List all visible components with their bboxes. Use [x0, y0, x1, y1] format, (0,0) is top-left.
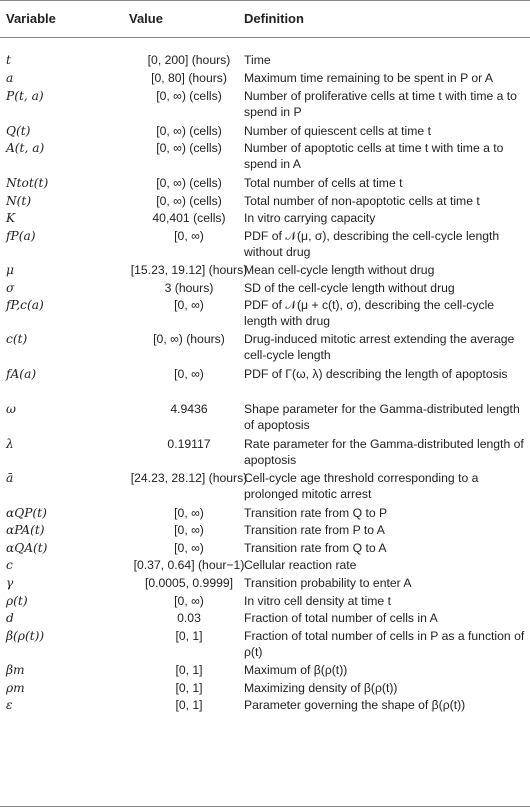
definition-cell: Cellular reaction rate	[244, 558, 357, 572]
value-cell: [0, ∞)	[174, 523, 204, 537]
value-cell: [24.23, 28.12] (hours)	[130, 471, 248, 485]
value-cell: [0, ∞) (cells)	[156, 89, 222, 103]
variable-cell: ω	[6, 402, 16, 416]
value-cell: [0, ∞) (hours)	[153, 332, 225, 346]
value-cell: [0, 1]	[175, 663, 203, 677]
value-cell: [0, 80] (hours)	[151, 71, 227, 85]
definition-cell: Total number of cells at time t	[244, 176, 403, 190]
value-cell: [0, ∞)	[174, 367, 204, 381]
value-cell: [0, 1]	[175, 698, 203, 712]
definition-cell: Drug-induced mitotic arrest extending the average cell-cycle length	[244, 332, 515, 362]
definition-cell: Parameter governing the shape of β(ρ(t))	[244, 698, 466, 712]
value-cell: [0, 1]	[175, 629, 203, 643]
value-cell: [0, ∞)	[174, 506, 204, 520]
variable-cell: t	[6, 53, 11, 67]
value-cell: [15.23, 19.12] (hours)	[130, 263, 248, 277]
value-cell: [0, ∞)	[174, 298, 204, 312]
definition-cell: Number of quiescent cells at time t	[244, 124, 431, 138]
variable-cell: λ	[6, 437, 14, 451]
header-definition: Definition	[244, 11, 304, 26]
value-cell: [0, ∞) (cells)	[156, 176, 222, 190]
variable-cell: a	[6, 71, 14, 85]
value-cell: [0.37, 0.64] (hour−1)	[133, 558, 245, 572]
definition-cell: PDF of 𝒩(μ + c(t), σ), describing the cell-cycle length with drug	[244, 298, 495, 328]
variable-cell: ρ(t)	[6, 594, 28, 608]
definition-cell: In vitro cell density at time t	[244, 594, 391, 608]
variable-cell: Q(t)	[6, 124, 31, 138]
definition-cell: In vitro carrying capacity	[244, 211, 376, 225]
variable-cell: fA(a)	[6, 367, 37, 381]
variable-cell: βm	[6, 663, 25, 677]
variable-cell: fP,c(a)	[6, 298, 44, 312]
definition-cell: Transition probability to enter A	[244, 576, 412, 590]
variable-cell: ε	[6, 698, 13, 712]
definition-cell: PDF of 𝒩(μ, σ), describing the cell-cycle length without drug	[244, 229, 500, 259]
definition-cell: Maximum time remaining to be spent in P or A	[244, 71, 494, 85]
variable-cell: αQA(t)	[6, 541, 48, 555]
variable-cell: d	[6, 611, 14, 625]
definition-cell: Cell-cycle age threshold corresponding to a prolonged mitotic arrest	[244, 471, 479, 501]
definition-cell: Maximizing density of β(ρ(t))	[244, 681, 398, 695]
definition-cell: Fraction of total number of cells in A	[244, 611, 438, 625]
value-cell: [0, 1]	[175, 681, 203, 695]
definition-cell: Total number of non-apoptotic cells at time t	[244, 194, 480, 208]
definition-cell: Mean cell-cycle length without drug	[244, 263, 435, 277]
header-variable: Variable	[6, 11, 56, 26]
definition-cell: Transition rate from Q to A	[244, 541, 387, 555]
value-cell: [0, ∞)	[174, 229, 204, 243]
value-cell: 40,401 (cells)	[152, 211, 226, 225]
variable-cell: γ	[6, 576, 14, 590]
value-cell: [0, 200] (hours)	[147, 53, 231, 67]
top-rule	[0, 0, 530, 1]
variable-cell: c	[6, 558, 13, 572]
variable-cell: σ	[6, 281, 15, 295]
variable-cell: αPA(t)	[6, 523, 45, 537]
definition-cell: Transition rate from P to A	[244, 523, 385, 537]
definition-cell: Transition rate from Q to P	[244, 506, 388, 520]
variable-cell: ρm	[6, 681, 25, 695]
header-value: Value	[129, 11, 163, 26]
definition-cell: Rate parameter for the Gamma-distributed length of apoptosis	[244, 437, 524, 467]
variable-cell: K	[6, 211, 16, 225]
value-cell: [0, ∞) (cells)	[156, 194, 222, 208]
header-rule	[0, 37, 530, 38]
definition-cell: Fraction of total number of cells in P as a function of ρ(t)	[244, 629, 525, 659]
variable-cell: μ	[6, 263, 14, 277]
value-cell: [0, ∞) (cells)	[156, 141, 222, 155]
variable-cell: ā	[6, 471, 14, 485]
definition-cell: Number of proliferative cells at time t with time a to spend in P	[244, 89, 517, 119]
variable-cell: P(t, a)	[6, 89, 44, 103]
definition-cell: Shape parameter for the Gamma-distributed length of apoptosis	[244, 402, 520, 432]
variable-cell: αQP(t)	[6, 506, 47, 520]
value-cell: [0, ∞)	[174, 541, 204, 555]
value-cell: [0, ∞) (cells)	[156, 124, 222, 138]
bottom-rule	[0, 806, 530, 807]
variable-cell: fP(a)	[6, 229, 36, 243]
definition-cell: PDF of Γ(ω, λ) describing the length of apoptosis	[244, 367, 508, 381]
value-cell: 0.19117	[167, 437, 211, 451]
value-cell: [0.0005, 0.9999]	[144, 576, 234, 590]
variable-cell: A(t, a)	[6, 141, 45, 155]
variable-cell: Ntot(t)	[6, 176, 49, 190]
variable-cell: c(t)	[6, 332, 28, 346]
variable-cell: N(t)	[6, 194, 32, 208]
value-cell: 3 (hours)	[164, 281, 214, 295]
value-cell: [0, ∞)	[174, 594, 204, 608]
definition-cell: Maximum of β(ρ(t))	[244, 663, 348, 677]
definition-cell: SD of the cell-cycle length without drug	[244, 281, 455, 295]
value-cell: 0.03	[177, 611, 201, 625]
variable-cell: β(ρ(t))	[6, 629, 45, 643]
definition-cell: Time	[244, 53, 271, 67]
value-cell: 4.9436	[170, 402, 208, 416]
definition-cell: Number of apoptotic cells at time t with time a to spend in A	[244, 141, 504, 171]
